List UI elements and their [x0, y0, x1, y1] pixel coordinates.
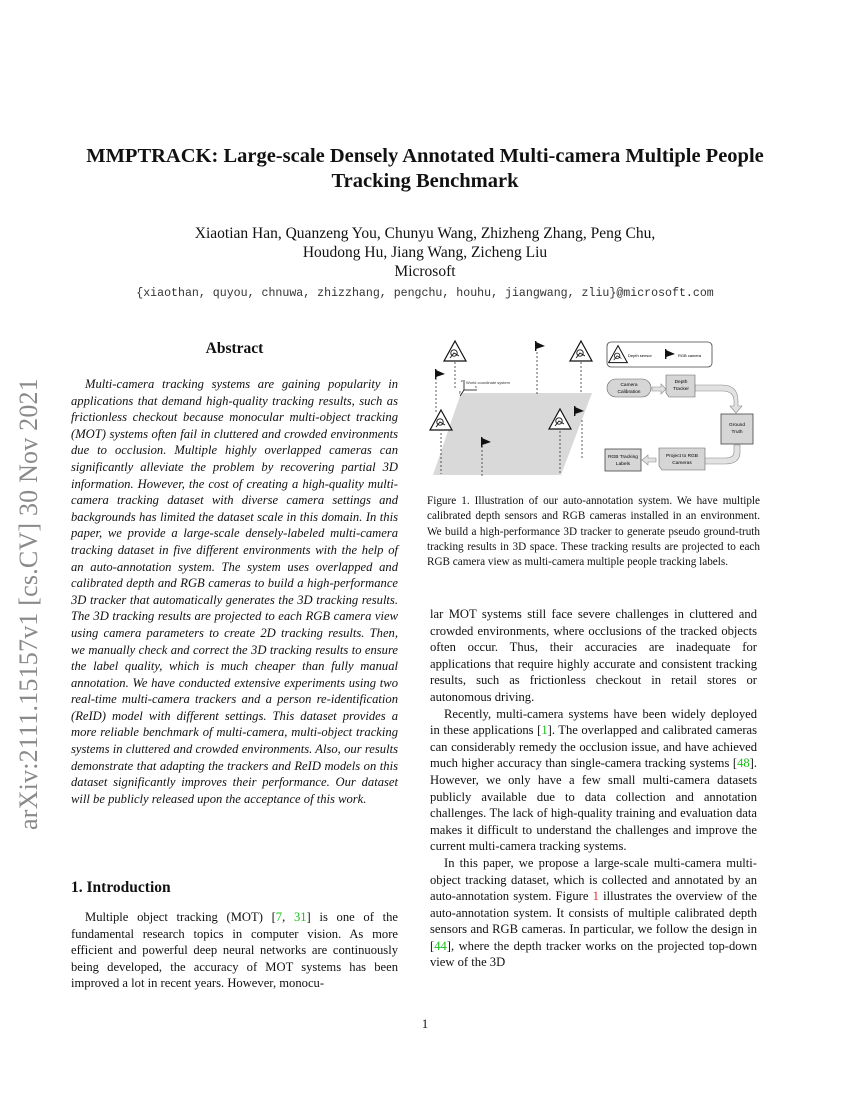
abstract-heading: Abstract: [205, 340, 264, 357]
node-project-to-rgb: [659, 448, 705, 470]
svg-text:Calibration: Calibration: [617, 390, 641, 395]
svg-text:Labels: Labels: [615, 462, 631, 467]
rgb-camera-icon: [435, 369, 445, 379]
node-camera-calibration: [607, 379, 651, 397]
author-block: [60, 224, 790, 281]
svg-text:Cameras: Cameras: [672, 461, 692, 466]
depth-sensor-icon: [430, 410, 452, 430]
figure-1-diagram: [427, 338, 763, 478]
introduction-paragraph-2: Recently, multi-camera systems have been widely deployed in these applications [1]. The overlapped and calibrated cameras can considerably remedy the occlusion issue, and have achieved much higher accuracy than single-camera tracking systems [48]. However, we only have a few small multi-camera datasets publicly available due to data collection and annotation challenges. The lack of high-quality training and evaluation data makes it difficult to understand the challenges and improve the current multi-camera tracking systems.: [430, 706, 757, 854]
node-rgb-tracking-labels: [605, 449, 641, 471]
introduction-right-column: [430, 606, 757, 971]
node-ground-truth: [721, 414, 753, 444]
introduction-paragraph-1-continued: lar MOT systems still face severe challenges in cluttered and crowded environments, where occlusions of the tracked objects often occur. Thus, their accuracies are inadequate for applications that require highly accurate and consistent tracking results, such as frictionless checkout in retail stores or autonomous driving.: [430, 607, 757, 704]
figure-1-caption: Figure 1. Illustration of our auto-annotation system. We have multiple calibrated depth sensors and RGB cameras installed in an environment. We build a high-performance 3D tracker to generate pseudo ground-truth tracking results in 3D space. These tracking results are projected to each RGB camera view as multi-camera multiple people tracking labels.: [427, 495, 760, 569]
legend-rgb-camera-label: RGB camera: [678, 353, 702, 358]
svg-text:Truth: Truth: [731, 430, 743, 435]
abstract-body: [71, 376, 398, 807]
svg-text:Tracker: Tracker: [672, 387, 690, 392]
world-coordinate-label: World coordinate system: [466, 380, 510, 385]
axis-label-y: y: [459, 390, 461, 394]
paper-title: MMPTRACK: Large-scale Densely Annotated Multi-camera Multiple People Tracking Benchmark: [86, 145, 764, 192]
svg-text:Project to RGB: Project to RGB: [666, 454, 698, 459]
citation-link[interactable]: 48: [737, 756, 750, 771]
affiliation: Microsoft: [394, 263, 456, 280]
legend-depth-sensor-label: Depth sensor: [628, 353, 652, 358]
svg-text:Depth: Depth: [674, 380, 688, 385]
legend-box: [607, 342, 712, 367]
figure-reference-link[interactable]: 1: [592, 889, 599, 904]
introduction-paragraph-1: Multiple object tracking (MOT) [7, 31] is one of the fundamental research topics in computer vision. As more efficient and powerful deep neural networks are continuously being developed, the accuracy of MOT systems has been improved a lot in recent years. However, monocu-: [71, 910, 399, 991]
rgb-camera-icon: [535, 341, 545, 351]
axis-label-x: x: [475, 385, 477, 389]
abstract-text: Multi-camera tracking systems are gaining popularity in applications that demand high-quality tracking results, such as frictionless checkout because monocular multi-object tracking (MOT) systems often fail in cluttered and crowded environments due to occlusion. Multiple highly overlapped cameras can significantly alleviate the problem by recovering partial 3D information. However, the cost of creating a high-quality multi-camera tracking dataset with diverse camera settings and backgrounds has limited the dataset scale in this domain. In this paper, we provide a large-scale densely-labeled multi-camera tracking dataset in five different environments with the help of an auto-annotation system. The system uses overlapped and calibrated depth and RGB cameras to build a high-performance 3D tracker that automatically generates the 3D tracking results. The 3D tracking results are projected to each RGB camera view using camera parameters to create 2D tracking results. Then, we manually check and correct the 3D tracking results to ensure the label quality, which is much cheaper than fully manual annotation. We have conducted extensive experiments using two real-time multi-camera trackers and a person re-identification (ReID) model with different settings. This dataset provides a more reliable benchmark of multi-camera, multi-object tracking systems in cluttered and crowded environments. Also, our results demonstrate that adapting the trackers and ReID models on this dataset significantly improves their performance. Our dataset will be publicly released upon the acceptance of this work.: [71, 377, 398, 806]
citation-link[interactable]: 7: [275, 910, 283, 924]
citation-link[interactable]: 1: [541, 723, 548, 738]
node-depth-tracker: [666, 375, 695, 397]
depth-sensor-icon: [444, 341, 466, 361]
author-emails: {xiaothan, quyou, chnuwa, zhizzhang, pengchu, houhu, jiangwang, zliu}@microsoft.com: [136, 287, 714, 300]
section-heading-introduction: 1. Introduction: [71, 879, 171, 896]
introduction-paragraph-3: In this paper, we propose a large-scale multi-camera multi-object tracking dataset, which is collected and annotated by an auto-annotation system. Figure 1 illustrates the overview of the auto-annotation system. It consists of multiple calibrated depth sensors and RGB cameras. In particular, we follow the design in [44], where the depth tracker works on the projected top-down view of the 3D: [430, 855, 757, 970]
floor-plane: [433, 393, 592, 475]
svg-text:RGB Tracking: RGB Tracking: [608, 455, 638, 460]
citation-link[interactable]: 44: [434, 938, 447, 953]
auto-annotation-diagram: [427, 338, 763, 478]
axis-label-z: z: [461, 379, 463, 383]
citation-link[interactable]: 31: [293, 910, 307, 924]
svg-text:Camera: Camera: [620, 383, 638, 388]
author-line-2: Houdong Hu, Jiang Wang, Zicheng Liu: [302, 244, 548, 261]
arxiv-identifier-stamp: arXiv:2111.15157v1 [cs.CV] 30 Nov 2021: [14, 378, 43, 830]
depth-sensor-icon: [570, 341, 592, 361]
svg-text:Ground: Ground: [729, 423, 745, 428]
author-line-1: Xiaotian Han, Quanzeng You, Chunyu Wang, Zhizheng Zhang, Peng Chu,: [194, 225, 656, 242]
page-number: 1: [421, 1017, 429, 1031]
